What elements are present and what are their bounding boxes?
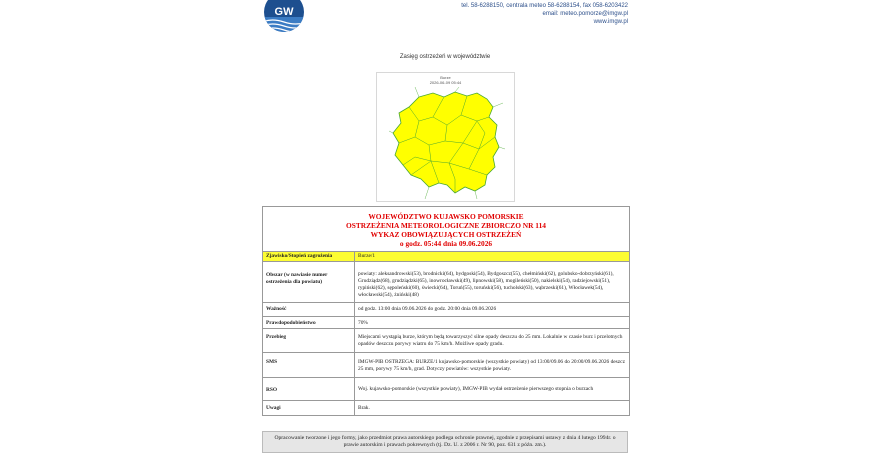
row-label: Prawdopodobieństwo bbox=[263, 317, 355, 328]
row-label: Zjawisko/Stopień zagrożenia bbox=[263, 252, 355, 261]
row-value: 70% bbox=[358, 320, 368, 326]
warning-region: WOJEWÓDZTWO KUJAWSKO POMORSKIE bbox=[368, 212, 524, 221]
row-value: Brak. bbox=[358, 405, 370, 411]
contact-phone: tel. 58-6288150, centrala meteo 58-6288154, fax 058-6203422 bbox=[461, 3, 628, 9]
row-area bbox=[263, 262, 629, 303]
contact-email[interactable]: email: meteo.pomorze@imgw.pl bbox=[542, 11, 628, 17]
row-remarks bbox=[263, 401, 629, 415]
warning-table bbox=[262, 206, 630, 416]
row-label: Przebieg bbox=[263, 329, 355, 352]
map-caption-phenomenon: Burze bbox=[440, 75, 451, 80]
row-value: od godz. 13:00 dnia 09.06.2026 do godz. 20:00 dnia 09.06.2026 bbox=[358, 306, 497, 312]
contact-website[interactable]: www.imgw.pl bbox=[593, 19, 628, 25]
row-value: Miejscami wystąpią burze, którym będą towarzyszyć silne opady deszczu do 25 mm. Lokalnie w czasie burz i przelotnych opadów deszczu porywy wiatru do 75 km/h. Możliwe opady gradu. bbox=[358, 334, 623, 347]
svg-text:GW: GW bbox=[274, 6, 294, 18]
row-value: Burze/1 bbox=[358, 253, 376, 259]
warning-subtitle: WYKAZ OBOWIĄZUJĄCYCH OSTRZEŻEŃ bbox=[370, 230, 522, 239]
row-validity bbox=[263, 303, 629, 317]
row-label: Uwagi bbox=[263, 401, 355, 415]
copyright-note: Opracowanie tworzone i jego formy, jako przedmiot prawa autorskiego podlega ochronie prawnej, zgodnie z przepisami ustawy z dnia 4 lutego 1994r. o prawie autorskim i prawach pokrewnych (tj. Dz. U. z 2006 r. Nr 90, poz. 631 z późn. zm.). bbox=[262, 431, 628, 453]
voivodeship-map bbox=[389, 87, 505, 199]
row-label: Obszar (w nawiasie numer ostrzeżenia dla powiatu) bbox=[263, 262, 355, 302]
row-sms bbox=[263, 353, 629, 378]
row-label: Ważność bbox=[263, 303, 355, 316]
contact-info bbox=[461, 2, 628, 26]
row-value: powiaty: aleksandrowski(53), brodnicki(64), bydgoski(54), Bydgoszcz(55), chełmiński(62), golubsko-dobrzyński(61), Grudziądz(68), grudziądzki(65), inowrocławski(49), lipnowski(58), mogileński(50), nakielski(54), radziejowski(51), rypiński(62), sępoleński(60), świecki(64), Toruń(55), toruński(56), tucholski(63), wąbrzeski(61), Włocławek(54), włocławski(54), żniński(48) bbox=[358, 271, 614, 298]
warning-header bbox=[263, 207, 629, 252]
row-phenomenon bbox=[263, 252, 629, 262]
row-course bbox=[263, 329, 629, 353]
row-rso bbox=[263, 378, 629, 401]
row-probability bbox=[263, 317, 629, 329]
map-container bbox=[376, 72, 515, 202]
warning-time: o godz. 05:44 dnia 09.06.2026 bbox=[399, 239, 493, 248]
warning-title: OSTRZEŻENIA METEOROLOGICZNE ZBIORCZO NR 114 bbox=[345, 221, 546, 230]
map-caption-time: 2026-06-09 05:44 bbox=[429, 80, 462, 85]
row-label: SMS bbox=[263, 353, 355, 377]
row-value: Woj. kujawsko-pomorskie (wszystkie powiaty), IMGW-PIB wydał ostrzeżenie pierwszego stopnia o burzach bbox=[358, 386, 594, 392]
map-title: Zasięg ostrzeżeń w województwie bbox=[399, 54, 491, 60]
imgw-logo bbox=[258, 0, 310, 34]
row-value: IMGW-PIB OSTRZEGA: BURZE/1 kujawsko-pomorskie (wszystkie powiaty) od 13:00/09.06 do 20:00/09.06.2026 deszcz 25 mm, porywy 75 km/h, grad. Dotyczy powiatów: wszystkie powiaty. bbox=[358, 359, 625, 372]
row-label: RSO bbox=[263, 378, 355, 400]
